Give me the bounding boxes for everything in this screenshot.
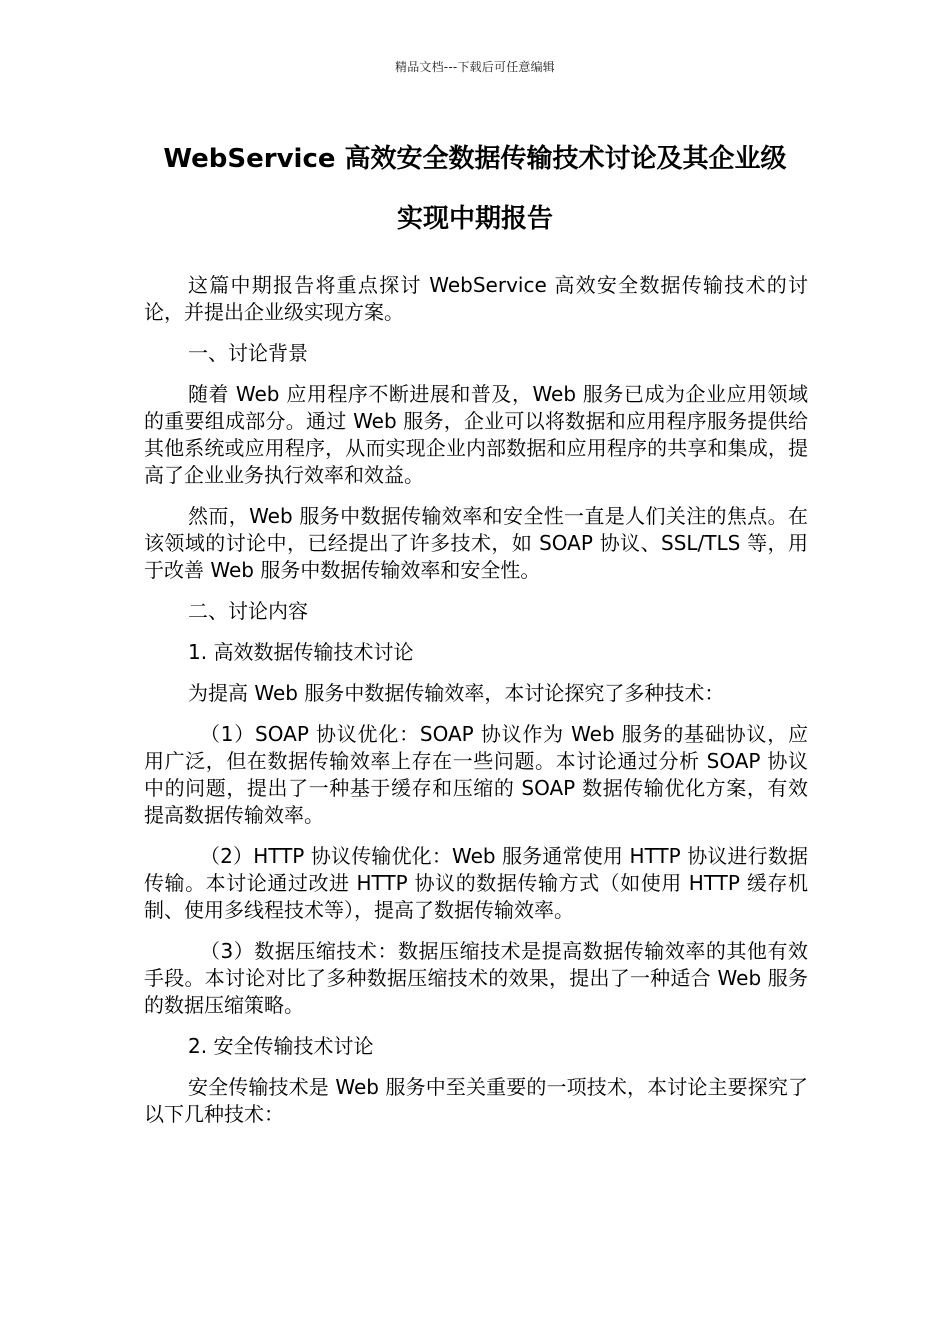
intro-paragraph: 这篇中期报告将重点探讨 WebService 高效安全数据传输技术的讨论，并提出企业级实现方案。 [144, 273, 808, 324]
list-item-http-optimization: （2）HTTP 协议传输优化：Web 服务通常使用 HTTP 协议进行数据传输。本讨论通过改进 HTTP 协议的数据传输方式（如使用 HTTP 缓存机制、使用多线程技术等），提高了数据传输效率。 [144, 844, 808, 922]
security-intro-paragraph: 安全传输技术是 Web 服务中至关重要的一项技术，本讨论主要探究了以下几种技术： [144, 1075, 808, 1126]
background-paragraph-1: 随着 Web 应用程序不断进展和普及，Web 服务已成为企业应用领域的重要组成部分。通过 Web 服务，企业可以将数据和应用程序服务提供给其他系统或应用程序，从而实现企业内部数据和应用程序的共享和集成，提高了企业业务执行效率和效益。 [144, 382, 808, 487]
document-title-line-1: WebService 高效安全数据传输技术讨论及其企业级 [163, 144, 787, 174]
document-body [144, 272, 808, 1142]
list-item-compression: （3）数据压缩技术：数据压缩技术是提高数据传输效率的其他有效手段。本讨论对比了多种数据压缩技术的效果，提出了一种适合 Web 服务的数据压缩策略。 [144, 939, 808, 1017]
background-paragraph-2: 然而，Web 服务中数据传输效率和安全性一直是人们关注的焦点。在该领域的讨论中，已经提出了许多技术，如 SOAP 协议、SSL/TLS 等，用于改善 Web 服务中数据传输效率和安全性。 [144, 504, 808, 582]
efficiency-intro-paragraph: 为提高 Web 服务中数据传输效率，本讨论探究了多种技术： [188, 681, 725, 705]
list-item-soap-optimization: （1）SOAP 协议优化：SOAP 协议作为 Web 服务的基础协议，应用广泛，但在数据传输效率上存在一些问题。本讨论通过分析 SOAP 协议中的问题，提出了一种基于缓存和压缩的 SOAP 数据传输优化方案，有效提高数据传输效率。 [144, 722, 808, 827]
section-heading-background: 一、讨论背景 [188, 341, 308, 365]
page-header: 精品文档---下载后可任意编辑 [395, 60, 555, 74]
subsection-heading-security: 2. 安全传输技术讨论 [188, 1034, 374, 1058]
subsection-heading-efficiency: 1. 高效数据传输技术讨论 [188, 640, 414, 664]
document-title-line-2: 实现中期报告 [396, 204, 553, 234]
section-heading-content: 二、讨论内容 [188, 599, 308, 623]
